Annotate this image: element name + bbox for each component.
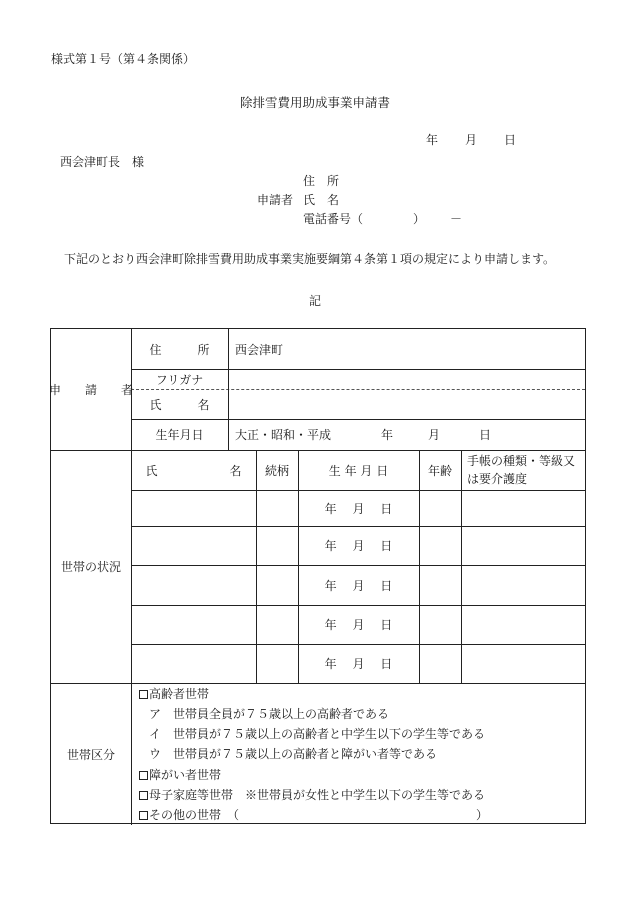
application-statement: 下記のとおり西会津町除排雪費用助成事業実施要綱第４条第１項の規定により申請します。 — [64, 252, 556, 266]
household-row-date: 年 月 日 — [324, 578, 393, 593]
applicant-label: 申請者 — [257, 193, 294, 207]
category-section-label: 世帯区分 — [66, 747, 115, 762]
header-notebook-line1: 手帳の種類・等級又 — [467, 454, 576, 468]
page-title: 除排雪費用助成事業申請書 — [239, 95, 390, 110]
furigana-label: フリガナ — [155, 372, 204, 387]
applicant-section-label: 申 請 者 — [49, 383, 134, 397]
option-elderly-u: ウ 世帯員が７５歳以上の高齢者と障がい者等である — [149, 747, 438, 761]
header-dob: 生 年 月 日 — [328, 463, 389, 478]
name-field[interactable] — [228, 389, 585, 419]
form-number: 様式第１号（第４条関係） — [51, 52, 196, 66]
option-elderly-i: イ 世帯員が７５歳以上の高齢者と中学生以下の学生等である — [149, 727, 486, 741]
applicant-phone-dash: － — [450, 212, 463, 226]
option-disabled-label: 障がい者世帯 — [149, 768, 222, 782]
dob-year-label: 年 — [381, 428, 394, 442]
applicant-phone-close: ） — [413, 212, 426, 226]
date-line — [426, 131, 516, 148]
household-row-date: 年 月 日 — [324, 539, 393, 553]
household-section-label: 世帯の状況 — [60, 560, 121, 574]
option-elderly-a: ア 世帯員全員が７５歳以上の高齢者である — [149, 707, 390, 721]
application-table — [50, 328, 586, 824]
option-disabled[interactable] — [139, 766, 221, 783]
option-other-close: ） — [476, 808, 489, 822]
era-options: 大正・昭和・平成 — [235, 428, 332, 442]
option-single-mother-label: 母子家庭等世帯 ※世帯員が女性と中学生以下の学生等である — [149, 788, 486, 802]
header-notebook — [467, 450, 575, 490]
name-label: 氏 名 — [149, 397, 210, 412]
date-year-label: 年 — [426, 133, 439, 147]
option-elderly[interactable] — [139, 685, 209, 702]
header-notebook-line2: は要介護度 — [467, 472, 528, 486]
applicant-phone-label: 電話番号（ — [303, 212, 364, 226]
header-name: 氏 名 — [145, 463, 242, 478]
furigana-field[interactable] — [228, 369, 585, 389]
household-row-date: 年 月 日 — [324, 618, 393, 632]
applicant-address-label: 住 所 — [303, 174, 340, 188]
date-month-label: 月 — [465, 133, 478, 147]
checkbox-single-mother[interactable] — [139, 791, 148, 800]
checkbox-disabled[interactable] — [139, 771, 148, 780]
rule-vertical — [461, 450, 462, 683]
option-elderly-label: 高齢者世帯 — [149, 687, 210, 701]
header-age: 年齢 — [427, 463, 452, 478]
header-relation: 続柄 — [264, 463, 289, 478]
checkbox-other[interactable] — [139, 811, 148, 820]
household-row-date: 年 月 日 — [324, 501, 393, 516]
applicant-name-label: 氏 名 — [303, 193, 340, 207]
checkbox-elderly[interactable] — [139, 690, 148, 699]
addressee: 西会津町長 様 — [60, 155, 145, 169]
household-row-date: 年 月 日 — [324, 657, 393, 671]
ki-heading: 記 — [308, 294, 321, 308]
dob-day-label: 日 — [479, 428, 492, 442]
date-day-label: 日 — [504, 133, 517, 147]
address-value: 西会津町 — [235, 342, 284, 357]
dob-label: 生年月日 — [155, 428, 204, 442]
dob-month-label: 月 — [428, 428, 441, 442]
option-other[interactable] — [139, 806, 239, 823]
address-label: 住 所 — [149, 342, 210, 357]
option-single-mother[interactable] — [139, 786, 485, 803]
option-other-label: その他の世帯 （ — [149, 808, 240, 822]
